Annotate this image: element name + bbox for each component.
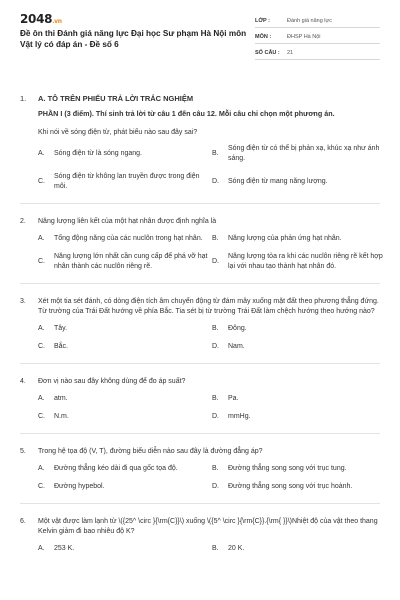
exam-meta xyxy=(255,12,380,63)
meta-row-subject xyxy=(255,31,380,44)
question-text: Đơn vị nào sau đây không dùng để đo áp suất? xyxy=(38,378,186,385)
meta-row-class xyxy=(255,15,380,28)
divider xyxy=(20,283,380,284)
option-letter: A. xyxy=(38,150,45,157)
option-text: Năng lượng lớn nhất cần cung cấp để phá vỡ hạt nhân thành các nuclôn riêng rẽ. xyxy=(54,253,208,270)
question-text: Năng lượng liên kết của một hạt nhân được định nghĩa là xyxy=(38,218,217,225)
answer-option-a[interactable] xyxy=(38,234,212,244)
option-text: Năng lượng của phản ứng hạt nhân. xyxy=(228,235,342,242)
meta-key: LỚP : xyxy=(255,18,270,24)
option-letter: A. xyxy=(38,235,45,242)
meta-key: SỐ CÂU : xyxy=(255,50,280,56)
option-text: Sóng điện từ có thể bị phản xạ, khúc xạ như ánh sáng. xyxy=(228,145,380,162)
option-text: Sóng điện từ là sóng ngang. xyxy=(54,150,142,157)
option-text: Đường thẳng song song với trục hoành. xyxy=(228,483,353,490)
answer-option-b[interactable] xyxy=(212,544,386,554)
answer-option-c[interactable] xyxy=(38,172,212,192)
answer-option-d[interactable] xyxy=(212,412,386,422)
option-letter: D. xyxy=(212,258,219,265)
option-text: Đường thẳng kéo dài đi qua gốc tọa độ. xyxy=(54,465,178,472)
option-text: Năng lượng tỏa ra khi các nuclôn riêng rẽ kết hợp lại với nhau tạo thành hạt nhân đó. xyxy=(228,253,383,270)
exam-title-line1: Đề ôn thi Đánh giá năng lực Đại học Sư phạm Hà Nội môn xyxy=(20,29,247,38)
answer-option-b[interactable] xyxy=(212,464,386,474)
question-heading xyxy=(20,447,380,457)
section-heading xyxy=(20,94,380,103)
divider xyxy=(20,203,380,204)
option-letter: C. xyxy=(38,178,45,185)
answer-option-b[interactable] xyxy=(212,394,386,404)
answer-options xyxy=(38,234,383,272)
option-text: Đông. xyxy=(228,325,247,332)
answer-option-d[interactable] xyxy=(212,252,386,272)
option-letter: A. xyxy=(38,465,45,472)
question-number: 2. xyxy=(20,218,26,225)
question-number: 4. xyxy=(20,378,26,385)
option-letter: B. xyxy=(212,325,219,332)
question-number: 3. xyxy=(20,298,26,305)
answer-options xyxy=(38,394,380,422)
option-text: Sóng điện từ không lan truyền được trong điện môi. xyxy=(54,173,200,190)
question-text: Xét một tia sét đánh, có dòng điện tích âm chuyển động từ đám mây xuống mặt đất theo phương thẳng đứng. Từ trường của Trái Đất hướng về phía Bắc. Tia sét bị từ trường Trái Đất làm chệch hướng theo hướng nào? xyxy=(38,298,379,315)
option-text: Pa. xyxy=(228,395,239,402)
meta-value: ĐHSP Hà Nội xyxy=(287,34,321,40)
answer-option-d[interactable] xyxy=(212,172,386,192)
answer-options xyxy=(38,544,380,554)
option-letter: B. xyxy=(212,465,219,472)
option-letter: B. xyxy=(212,545,219,552)
answer-options xyxy=(38,464,380,492)
option-letter: D. xyxy=(212,343,219,350)
option-letter: A. xyxy=(38,325,45,332)
option-text: Bắc. xyxy=(54,343,69,350)
question-number: 6. xyxy=(20,518,26,525)
option-text: Nam. xyxy=(228,343,245,350)
logo-suffix: .vn xyxy=(52,18,62,25)
option-letter: A. xyxy=(38,545,45,552)
answer-option-c[interactable] xyxy=(38,482,212,492)
header-left xyxy=(20,12,252,50)
meta-value: Đánh giá năng lực xyxy=(287,18,332,24)
option-letter: C. xyxy=(38,258,45,265)
meta-key: MÔN : xyxy=(255,34,272,40)
option-letter: C. xyxy=(38,343,45,350)
meta-value: 21 xyxy=(287,50,294,56)
option-text: atm. xyxy=(54,395,68,402)
option-letter: B. xyxy=(212,235,219,242)
option-text: Tổng động năng của các nuclôn trong hạt nhân. xyxy=(54,235,203,242)
question-heading xyxy=(20,297,380,317)
option-letter: D. xyxy=(212,413,219,420)
question-heading xyxy=(20,517,380,537)
divider xyxy=(20,363,380,364)
answer-options xyxy=(38,144,380,192)
question-5 xyxy=(20,447,380,504)
exam-title xyxy=(20,28,252,50)
question-text: Trong hệ tọa độ (V, T), đường biểu diễn nào sau đây là đường đẳng áp? xyxy=(38,448,263,455)
exam-title-line2: Vật lý có đáp án - Đề số 6 xyxy=(20,40,119,49)
option-text: N.m. xyxy=(54,413,69,420)
answer-option-b[interactable] xyxy=(212,234,386,244)
option-text: Đường hypebol. xyxy=(54,483,105,490)
answer-option-d[interactable] xyxy=(212,342,386,352)
question-6 xyxy=(20,517,380,554)
divider xyxy=(20,503,380,504)
answer-option-a[interactable] xyxy=(38,394,212,404)
option-letter: B. xyxy=(212,150,219,157)
question-3 xyxy=(20,297,380,364)
option-letter: A. xyxy=(38,395,45,402)
question-number: 5. xyxy=(20,448,26,455)
option-letter: B. xyxy=(212,395,219,402)
answer-option-c[interactable] xyxy=(38,252,212,272)
logo-main: 2048 xyxy=(20,12,53,26)
site-logo[interactable] xyxy=(20,12,252,26)
option-text: Đường thẳng song song với trục tung. xyxy=(228,465,347,472)
option-text: Sóng điện từ mang năng lượng. xyxy=(228,178,328,185)
document-header xyxy=(20,12,380,66)
option-letter: C. xyxy=(38,413,45,420)
question-text: Một vật được làm lạnh từ \({25^ \circ }{\rm{C}}\) xuống \({5^ \circ }{\rm{C}}.{\rm{ }}\)Nhiệt độ của vật theo thang Kelvin giảm đi bao nhiêu độ K? xyxy=(38,518,378,535)
option-letter: D. xyxy=(212,483,219,490)
part-instructions: PHẦN I (3 điểm). Thí sinh trả lời từ câu 1 đến câu 12. Mỗi câu chỉ chọn một phương án. xyxy=(38,109,335,118)
answer-option-a[interactable] xyxy=(38,324,212,334)
answer-option-c[interactable] xyxy=(38,412,212,422)
option-text: mmHg. xyxy=(228,413,251,420)
option-text: Tây. xyxy=(54,325,68,332)
answer-option-a[interactable] xyxy=(38,144,212,164)
divider xyxy=(20,433,380,434)
question-number: 1. xyxy=(20,94,27,103)
option-letter: D. xyxy=(212,178,219,185)
question-1 xyxy=(20,94,380,204)
meta-row-count xyxy=(255,47,380,60)
option-text: 253 K. xyxy=(54,545,75,552)
option-text: 20 K. xyxy=(228,545,245,552)
answer-option-d[interactable] xyxy=(212,482,386,492)
answer-option-b[interactable] xyxy=(212,144,386,164)
answer-option-c[interactable] xyxy=(38,342,212,352)
question-heading xyxy=(20,217,380,227)
question-4 xyxy=(20,377,380,434)
question-heading xyxy=(20,377,380,387)
answer-option-b[interactable] xyxy=(212,324,386,334)
option-letter: C. xyxy=(38,483,45,490)
question-text: Khi nói về sóng điện từ, phát biểu nào sau đây sai? xyxy=(38,129,198,136)
answer-option-a[interactable] xyxy=(38,544,212,554)
answer-option-a[interactable] xyxy=(38,464,212,474)
section-title: A. TÔ TRÊN PHIẾU TRẢ LỜI TRẮC NGHIỆM xyxy=(38,94,194,103)
answer-options xyxy=(38,324,380,352)
question-2 xyxy=(20,217,383,284)
